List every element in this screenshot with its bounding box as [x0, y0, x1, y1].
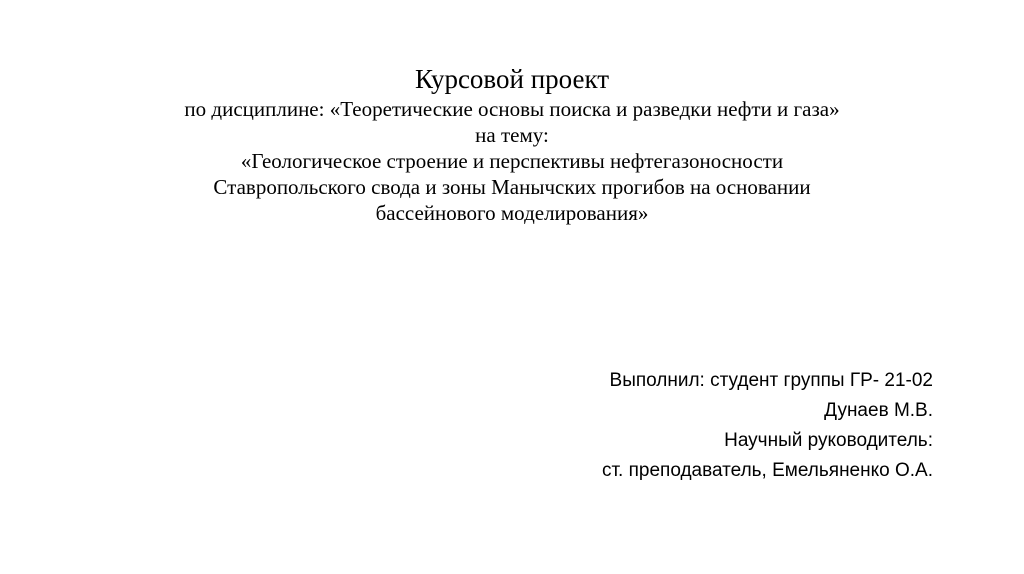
topic-line: «Геологическое строение и перспективы нефтегазоносности [240, 149, 784, 173]
performed-by: Выполнил: студент группы ГР- 21-02 [609, 370, 933, 391]
topic-intro: на тему: [475, 123, 549, 147]
discipline-line: по дисциплине: «Теоретические основы поиска и разведки нефти и газа» [184, 97, 840, 121]
student-name: Дунаев М.В. [824, 400, 933, 421]
topic-line: бассейнового моделирования» [375, 201, 649, 225]
title-block [112, 62, 912, 226]
author-block [333, 366, 933, 486]
supervisor-label: Научный руководитель: [724, 430, 933, 451]
supervisor-name: ст. преподаватель, Емельяненко О.А. [601, 460, 933, 481]
project-title: Курсовой проект [414, 64, 610, 94]
topic-line: Ставропольского свода и зоны Манычских прогибов на основании [213, 175, 811, 199]
